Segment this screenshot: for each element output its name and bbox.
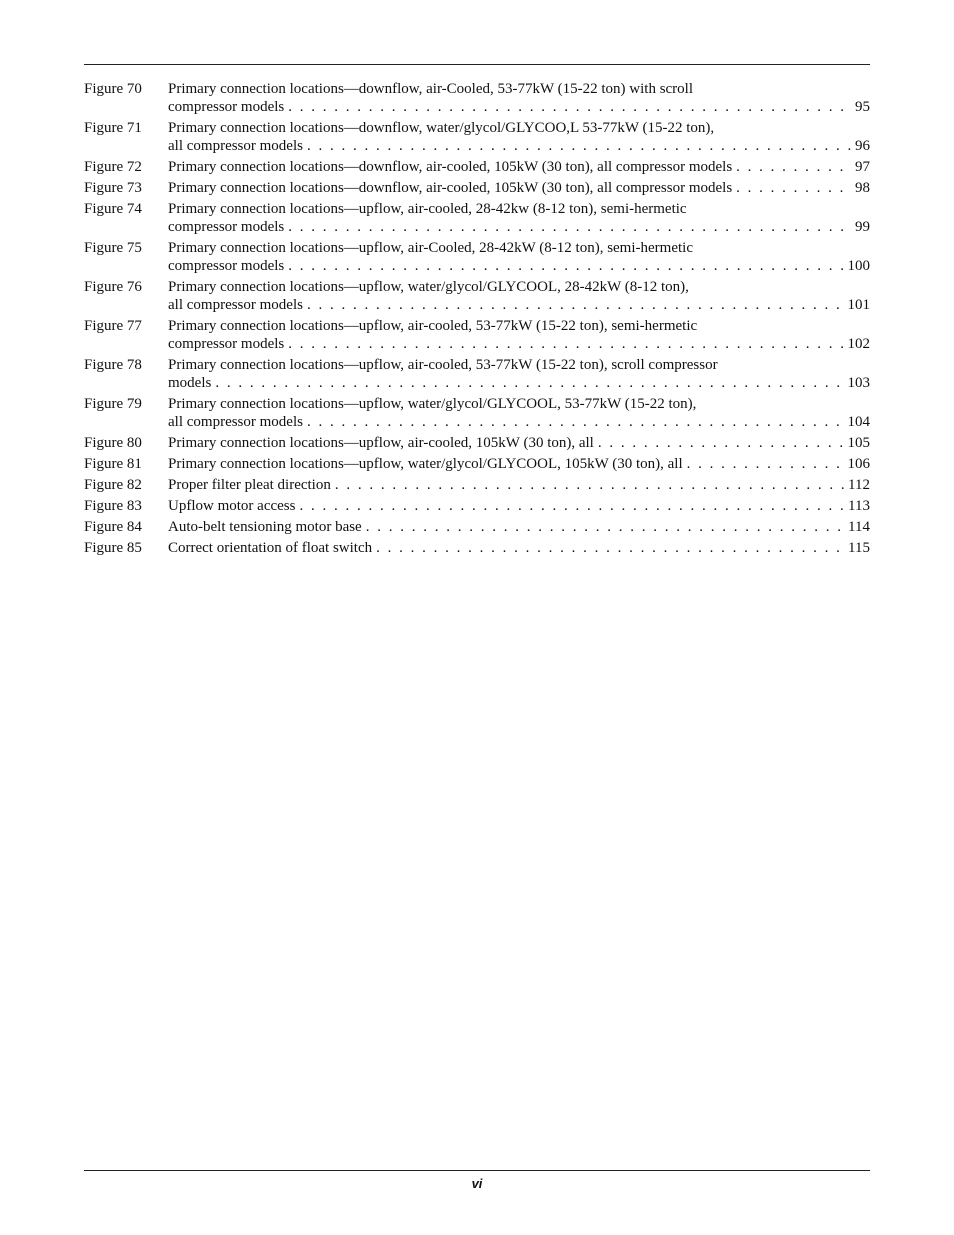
toc-entry[interactable] [84,356,870,392]
figure-label: Figure 77 [84,318,142,334]
toc-entry[interactable] [84,539,870,557]
dot-leader [376,539,844,557]
page-ref[interactable]: 106 [847,456,870,472]
caption-line: Primary connection locations—downflow, air-Cooled, 53-77kW (15-22 ton) with scroll [168,81,694,97]
page-ref[interactable]: 95 [855,99,870,115]
dot-leader [307,137,851,155]
figure-label: Figure 72 [84,159,142,175]
caption-line: compressor models [168,99,285,115]
list-of-figures [84,80,870,560]
page-ref[interactable]: 96 [855,138,870,154]
figure-label: Figure 74 [84,201,142,217]
dot-leader [288,218,851,236]
dot-leader [307,296,844,314]
figure-label: Figure 79 [84,396,142,412]
caption-line: Primary connection locations—upflow, air-cooled, 53-77kW (15-22 ton), semi-hermetic [168,318,698,334]
figure-label: Figure 83 [84,498,142,514]
toc-entry[interactable] [84,455,870,473]
page-ref[interactable]: 114 [848,519,870,535]
caption-line: models [168,375,212,391]
figure-caption [168,395,870,431]
page-ref[interactable]: 103 [847,375,870,391]
figure-label: Figure 78 [84,357,142,373]
header-rule [84,64,870,65]
figure-caption [168,317,870,353]
caption-line: Primary connection locations—upflow, air-Cooled, 28-42kW (8-12 ton), semi-hermetic [168,240,693,256]
figure-caption [168,434,870,452]
caption-line: Primary connection locations—upflow, water/glycol/GLYCOOL, 105kW (30 ton), all [168,456,683,472]
toc-entry[interactable] [84,179,870,197]
figure-caption [168,200,870,236]
figure-caption [168,518,870,536]
figure-label: Figure 82 [84,477,142,493]
figure-label: Figure 73 [84,180,142,196]
dot-leader [307,413,844,431]
figure-caption [168,497,870,515]
dot-leader [288,335,843,353]
toc-entry[interactable] [84,80,870,116]
dot-leader [335,476,844,494]
caption-line: compressor models [168,219,285,235]
page-ref[interactable]: 112 [848,477,870,493]
page-ref[interactable]: 100 [847,258,870,274]
dot-leader [215,374,843,392]
figure-label: Figure 84 [84,519,142,535]
figure-caption [168,455,870,473]
page-ref[interactable]: 98 [855,180,870,196]
caption-line: all compressor models [168,138,303,154]
toc-entry[interactable] [84,497,870,515]
page-number: vi [471,1176,483,1191]
caption-line: Upflow motor access [168,498,296,514]
figure-label: Figure 80 [84,435,142,451]
page-ref[interactable]: 115 [848,540,870,556]
toc-entry[interactable] [84,200,870,236]
page-ref[interactable]: 97 [855,159,870,175]
page-ref[interactable]: 113 [848,498,870,514]
figure-caption [168,539,870,557]
page-ref[interactable]: 102 [847,336,870,352]
toc-entry[interactable] [84,434,870,452]
dot-leader [598,434,844,452]
footer-rule [84,1170,870,1171]
page-ref[interactable]: 101 [847,297,870,313]
caption-line: Primary connection locations—upflow, water/glycol/GLYCOOL, 53-77kW (15-22 ton), [168,396,697,412]
figure-caption [168,179,870,197]
dot-leader [687,455,844,473]
toc-entry[interactable] [84,518,870,536]
toc-entry[interactable] [84,476,870,494]
figure-caption [168,278,870,314]
caption-line: Primary connection locations—downflow, water/glycol/GLYCOO,L 53-77kW (15-22 ton), [168,120,715,136]
caption-line: all compressor models [168,414,303,430]
figure-label: Figure 70 [84,81,142,97]
dot-leader [366,518,844,536]
toc-entry[interactable] [84,395,870,431]
figure-label: Figure 75 [84,240,142,256]
caption-line: Proper filter pleat direction [168,477,331,493]
page-ref[interactable]: 105 [847,435,870,451]
dot-leader [736,158,851,176]
caption-line: all compressor models [168,297,303,313]
dot-leader [299,497,844,515]
figure-caption [168,80,870,116]
caption-line: Primary connection locations—downflow, air-cooled, 105kW (30 ton), all compressor models [168,159,733,175]
toc-entry[interactable] [84,317,870,353]
dot-leader [736,179,851,197]
toc-entry[interactable] [84,278,870,314]
caption-line: Auto-belt tensioning motor base [168,519,362,535]
figure-label: Figure 85 [84,540,142,556]
figure-caption [168,356,870,392]
caption-line: compressor models [168,258,285,274]
figure-caption [168,476,870,494]
figure-caption [168,119,870,155]
caption-line: Primary connection locations—upflow, air-cooled, 28-42kw (8-12 ton), semi-hermetic [168,201,687,217]
dot-leader [288,98,851,116]
toc-entry[interactable] [84,239,870,275]
toc-entry[interactable] [84,158,870,176]
caption-line: compressor models [168,336,285,352]
page-ref[interactable]: 99 [855,219,870,235]
page-ref[interactable]: 104 [847,414,870,430]
caption-line: Primary connection locations—upflow, air-cooled, 105kW (30 ton), all [168,435,594,451]
caption-line: Primary connection locations—upflow, water/glycol/GLYCOOL, 28-42kW (8-12 ton), [168,279,689,295]
toc-entry[interactable] [84,119,870,155]
figure-label: Figure 76 [84,279,142,295]
dot-leader [288,257,843,275]
figure-label: Figure 71 [84,120,142,136]
caption-line: Primary connection locations—downflow, air-cooled, 105kW (30 ton), all compressor models [168,180,733,196]
figure-caption [168,239,870,275]
caption-line: Primary connection locations—upflow, air-cooled, 53-77kW (15-22 ton), scroll compressor [168,357,718,373]
caption-line: Correct orientation of float switch [168,540,373,556]
figure-label: Figure 81 [84,456,142,472]
figure-caption [168,158,870,176]
